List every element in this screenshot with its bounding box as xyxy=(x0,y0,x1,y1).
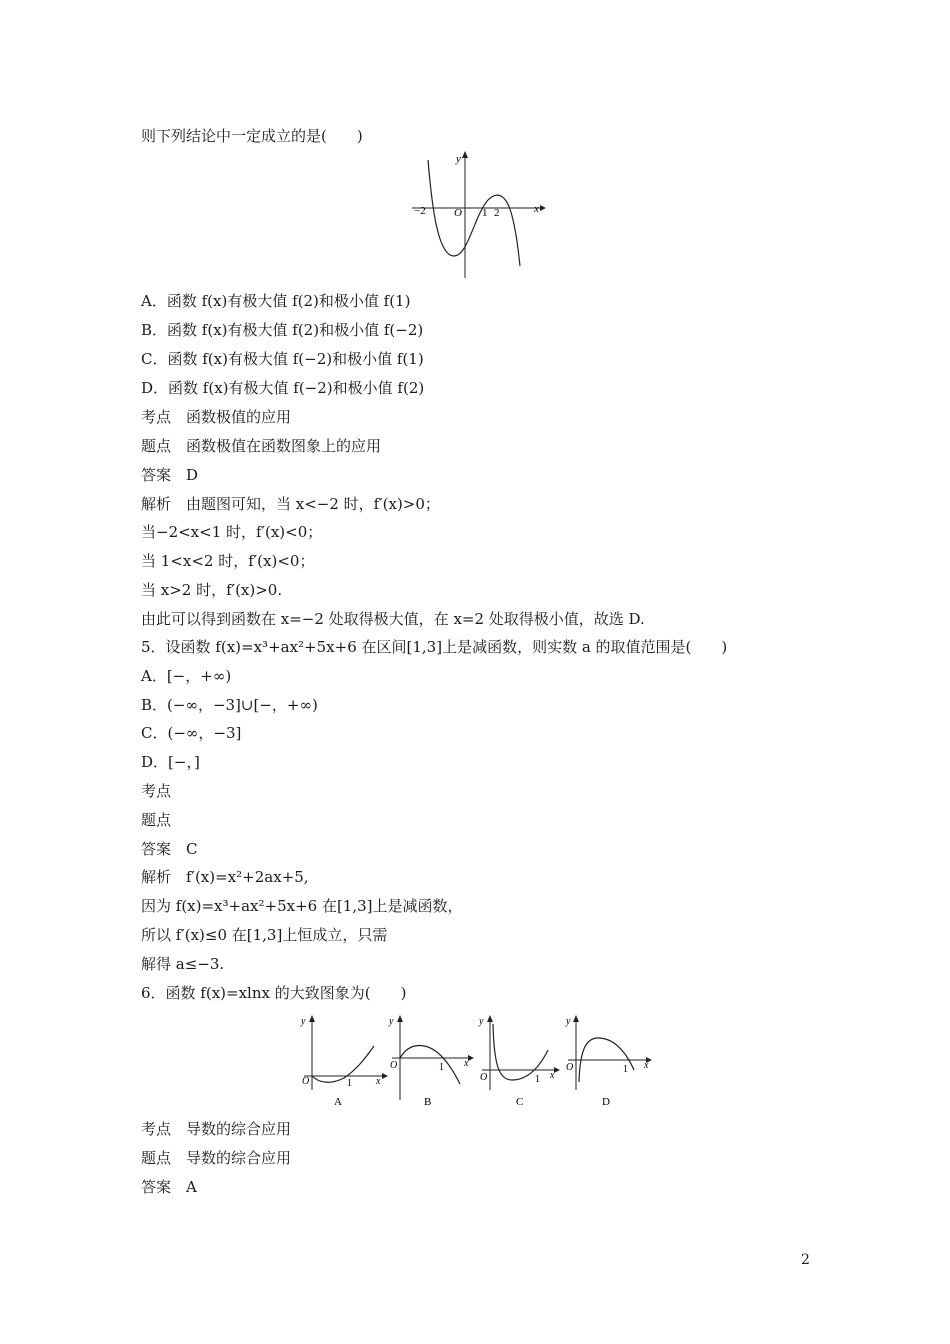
derivative-graph-figure xyxy=(408,148,548,284)
text-line: 考点 xyxy=(141,782,172,800)
derivative-graph xyxy=(408,148,548,280)
graph-option-a xyxy=(300,1015,388,1108)
tick-label-2: 2 xyxy=(494,207,500,219)
text-line: B．函数 f(x)有极大值 f(2)和极小值 f(−2) xyxy=(141,321,424,339)
text-line: 题点 函数极值在函数图象上的应用 xyxy=(141,437,382,455)
text-line: 答案 A xyxy=(141,1178,197,1196)
x-axis-label: x xyxy=(534,203,539,215)
text-line: 解析 由题图可知，当 x<−2 时，f′(x)>0； xyxy=(141,495,440,513)
x-axis-arrow xyxy=(540,205,546,211)
caption-c: C xyxy=(516,1096,524,1108)
option-graphs xyxy=(292,1010,664,1110)
text-line: 答案 D xyxy=(141,466,199,484)
text-line: 题点 导数的综合应用 xyxy=(141,1149,292,1167)
text-line: 5．设函数 f(x)=x³+ax²+5x+6 在区间[1,3]上是减函数，则实数 a 的取值范围是( ) xyxy=(141,638,728,656)
text-line: 考点 导数的综合应用 xyxy=(141,1120,292,1138)
text-line: 答案 C xyxy=(141,840,198,858)
svg-text:y: y xyxy=(301,1016,306,1027)
text-line: 因为 f(x)=x³+ax²+5x+6 在[1,3]上是减函数， xyxy=(141,897,463,915)
page-number: 2 xyxy=(801,1252,810,1268)
text-line: D．[−，] xyxy=(141,753,200,771)
option-graphs-figure xyxy=(292,1010,664,1114)
svg-text:x: x xyxy=(550,1070,555,1081)
text-line: 解得 a≤−3. xyxy=(141,955,225,973)
text-line: 解析 f′(x)=x²+2ax+5, xyxy=(141,868,309,886)
text-line: C．函数 f(x)有极大值 f(−2)和极小值 f(1) xyxy=(141,350,424,368)
caption-a: A xyxy=(334,1096,342,1108)
text-line: 题点 xyxy=(141,811,172,829)
svg-text:1: 1 xyxy=(623,1064,628,1075)
svg-text:O: O xyxy=(390,1060,398,1071)
svg-text:1: 1 xyxy=(347,1078,352,1089)
svg-text:O: O xyxy=(302,1076,310,1087)
svg-text:1: 1 xyxy=(439,1062,444,1073)
svg-text:y: y xyxy=(566,1016,571,1027)
svg-text:y: y xyxy=(389,1016,394,1027)
text-line: 所以 f′(x)≤0 在[1,3]上恒成立，只需 xyxy=(141,926,388,944)
text-line: 6．函数 f(x)=xlnx 的大致图象为( ) xyxy=(141,984,407,1002)
svg-text:O: O xyxy=(480,1072,488,1083)
text-line: 当 x>2 时，f′(x)>0. xyxy=(141,581,283,599)
caption-b: B xyxy=(424,1096,432,1108)
svg-text:y: y xyxy=(479,1016,484,1027)
derivative-curve xyxy=(428,160,520,266)
y-axis-arrow xyxy=(462,151,468,158)
graph-option-b xyxy=(388,1015,474,1108)
y-axis-label: y xyxy=(456,153,461,165)
graph-option-d xyxy=(565,1015,652,1108)
text-line: 则下列结论中一定成立的是( ) xyxy=(141,127,363,145)
text-line: A．函数 f(x)有极大值 f(2)和极小值 f(1) xyxy=(141,292,411,310)
text-line: 考点 函数极值的应用 xyxy=(141,408,292,426)
svg-text:1: 1 xyxy=(535,1074,540,1085)
svg-text:x: x xyxy=(464,1058,469,1069)
caption-d: D xyxy=(602,1096,610,1108)
text-line: 由此可以得到函数在 x=−2 处取得极大值，在 x=2 处取得极小值，故选 D. xyxy=(141,610,645,628)
text-line: C．(−∞，−3] xyxy=(141,724,242,742)
text-line: A．[−，+∞) xyxy=(141,667,232,685)
graph-option-c xyxy=(478,1015,560,1108)
text-line: 当−2<x<1 时，f′(x)<0； xyxy=(141,523,323,541)
tick-label-neg2: −2 xyxy=(414,205,426,217)
origin-label: O xyxy=(454,207,462,219)
tick-label-1: 1 xyxy=(482,207,488,219)
svg-text:x: x xyxy=(376,1076,381,1087)
text-line: 当 1<x<2 时，f′(x)<0； xyxy=(141,552,315,570)
svg-text:x: x xyxy=(644,1060,649,1071)
text-line: B．(−∞，−3]∪[−，+∞) xyxy=(141,696,318,714)
text-line: D．函数 f(x)有极大值 f(−2)和极小值 f(2) xyxy=(141,379,425,397)
svg-text:O: O xyxy=(566,1062,574,1073)
